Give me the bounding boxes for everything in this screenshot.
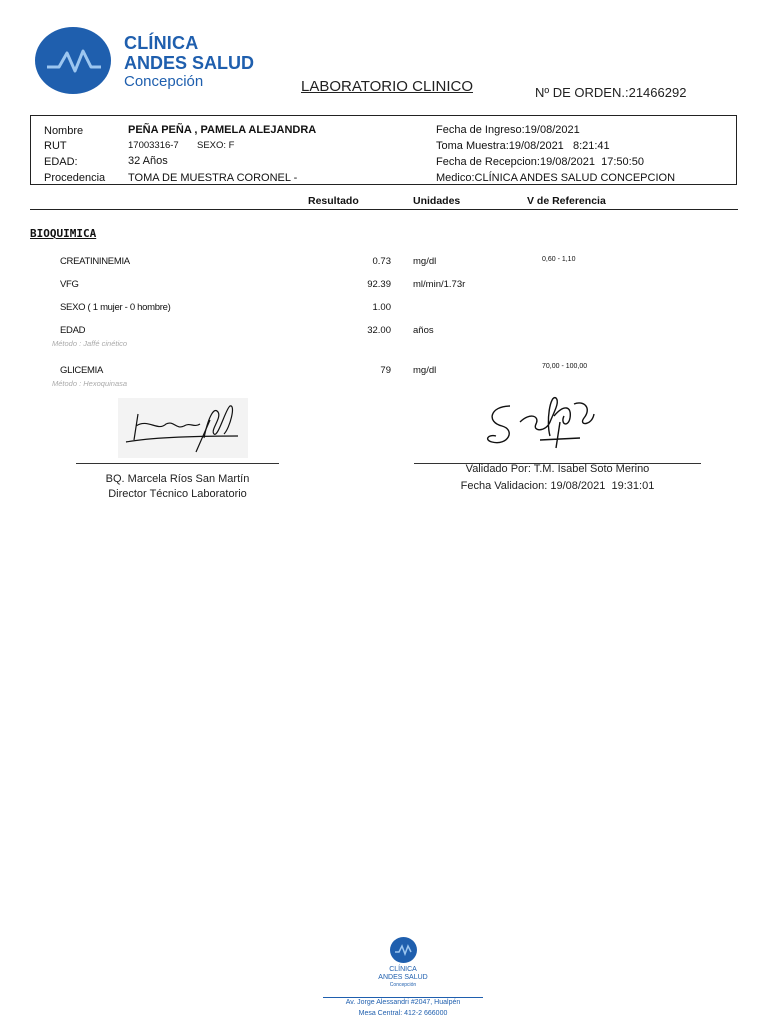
footer-brand-line3: Concepción bbox=[389, 982, 417, 988]
sample-taken: Toma Muestra:19/08/2021 8:21:41 bbox=[436, 140, 610, 152]
col-reference-header: V de Referencia bbox=[527, 195, 606, 207]
test-result: 79 bbox=[380, 365, 391, 376]
patient-age: 32 Años bbox=[128, 155, 168, 167]
left-signer-role: Director Técnico Laboratorio bbox=[108, 488, 247, 500]
test-reference: 0,60 - 1,10 bbox=[542, 256, 576, 263]
test-method: Método : Jaffé cinético bbox=[52, 339, 128, 348]
test-name: CREATININEMIA bbox=[60, 256, 130, 267]
signature-icon bbox=[480, 392, 610, 454]
order-number: Nº DE ORDEN.:21466292 bbox=[535, 85, 687, 100]
header-divider bbox=[30, 209, 738, 210]
validated-by: Validado Por: T.M. Isabel Soto Merino bbox=[465, 463, 650, 475]
validation-date: Fecha Validacion: 19/08/2021 19:31:01 bbox=[460, 480, 655, 492]
patient-sex: SEXO: F bbox=[197, 140, 235, 151]
heartbeat-icon bbox=[35, 27, 111, 94]
doctor: Medico:CLÍNICA ANDES SALUD CONCEPCION bbox=[436, 172, 676, 184]
section-title: BIOQUIMICA bbox=[30, 227, 97, 240]
brand-line2: ANDES SALUD bbox=[124, 53, 255, 73]
patient-origin: TOMA DE MUESTRA CORONEL - bbox=[128, 172, 298, 184]
test-unit: años bbox=[413, 325, 434, 336]
test-method: Método : Hexoquinasa bbox=[52, 379, 128, 388]
name-label: Nombre bbox=[44, 125, 84, 137]
rut-label: RUT bbox=[44, 140, 67, 152]
test-result: 1.00 bbox=[372, 302, 391, 313]
test-result: 0.73 bbox=[372, 256, 391, 267]
test-unit: ml/min/1.73r bbox=[413, 279, 466, 290]
footer-brand-line1: CLÍNICA bbox=[389, 966, 417, 973]
test-name: EDAD bbox=[60, 325, 86, 336]
patient-name: PEÑA PEÑA , PAMELA ALEJANDRA bbox=[128, 124, 317, 136]
lab-title: LABORATORIO CLINICO bbox=[301, 78, 473, 95]
patient-rut: 17003316-7 bbox=[128, 140, 179, 151]
age-label: EDAD: bbox=[44, 156, 78, 168]
heartbeat-icon bbox=[390, 937, 417, 963]
left-signer-name: BQ. Marcela Ríos San Martín bbox=[105, 473, 250, 485]
signature-icon bbox=[118, 398, 248, 458]
test-name: SEXO ( 1 mujer - 0 hombre) bbox=[60, 302, 171, 313]
col-result-header: Resultado bbox=[308, 195, 359, 207]
left-signature-image bbox=[118, 398, 248, 458]
right-signature-image bbox=[480, 392, 610, 454]
col-units-header: Unidades bbox=[413, 195, 461, 207]
brand-line3: Concepción bbox=[124, 73, 204, 90]
test-reference: 70,00 - 100,00 bbox=[542, 363, 588, 370]
test-name: VFG bbox=[60, 279, 79, 290]
footer-phone: Mesa Central: 412-2 666000 bbox=[358, 1010, 448, 1017]
clinic-logo bbox=[35, 27, 111, 94]
test-result: 92.39 bbox=[367, 279, 391, 290]
footer-logo bbox=[390, 937, 417, 963]
footer-brand-line2: ANDES SALUD bbox=[378, 974, 428, 981]
test-name: GLICEMIA bbox=[60, 365, 103, 376]
footer-address: Av. Jorge Alessandri #2047, Hualpén bbox=[345, 999, 461, 1006]
brand-line1: CLÍNICA bbox=[124, 33, 199, 53]
test-result: 32.00 bbox=[367, 325, 391, 336]
admission-date: Fecha de Ingreso:19/08/2021 bbox=[436, 124, 580, 136]
footer-line bbox=[323, 997, 483, 998]
test-unit: mg/dl bbox=[413, 365, 437, 376]
origin-label: Procedencia bbox=[44, 172, 106, 184]
reception-date: Fecha de Recepcion:19/08/2021 17:50:50 bbox=[436, 156, 644, 168]
test-unit: mg/dl bbox=[413, 256, 437, 267]
left-signature-line bbox=[76, 463, 279, 464]
